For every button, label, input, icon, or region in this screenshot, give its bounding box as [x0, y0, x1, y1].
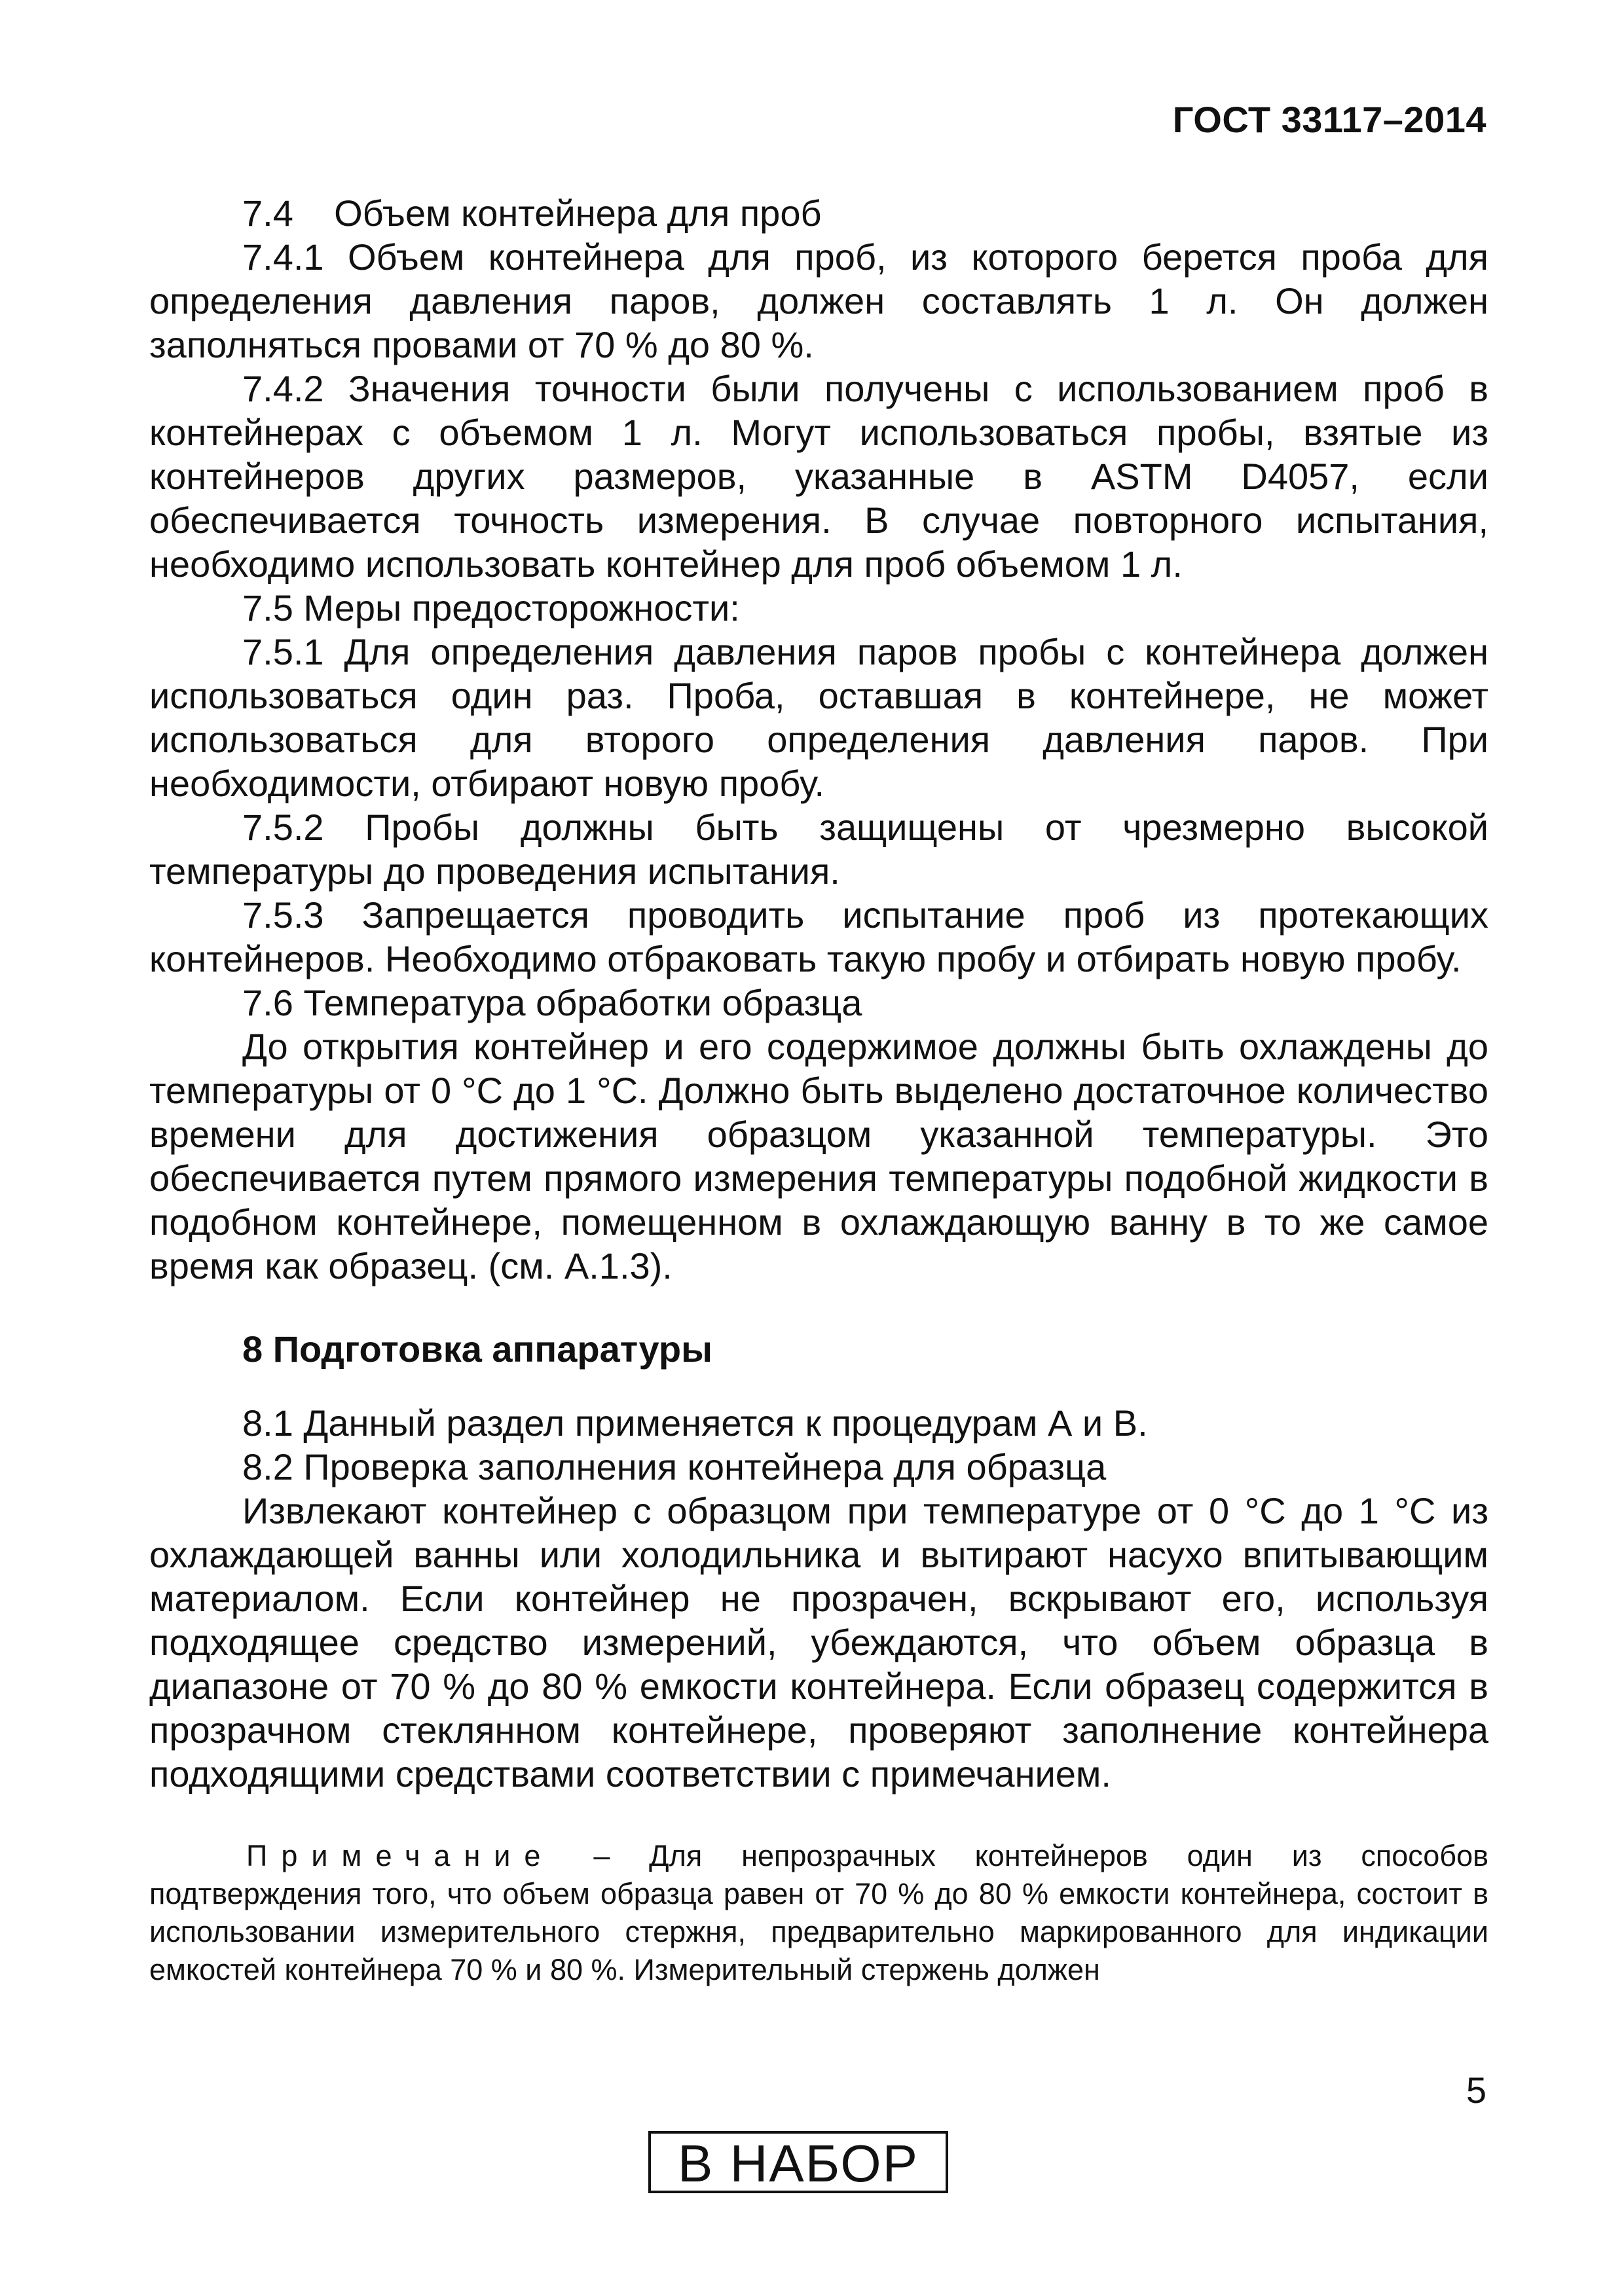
note-text: – Для непрозрачных контейнеров один из способов подтверждения того, что объем образца равен от 70 % до 80 % емкости контейнера, состоит в использовании измерительного стержня, предварительно маркированного для индикации емкостей контейнера 70 % и 80 %. Измерительный стержень должен [149, 1839, 1488, 1986]
paragraph-7-6-text: До открытия контейнер и его содержимое должны быть охлаждены до температуры от 0 °С до 1 °С. Должно быть выделено достаточное количество времени для достижения образцом указанной температуры. Это обеспечивается путем прямого измерения температуры подобной жидкости в подобном контейнере, помещенном в охлаждающую ванну в то же самое время как образец. (см. А.1.3). [149, 1026, 1488, 1286]
note-label: Примечание [246, 1839, 555, 1872]
paragraph-7-5-2: 7.5.2 Пробы должны быть защищены от чрезмерно высокой температуры до проведения испытания. [149, 807, 1488, 892]
document-header: ГОСТ 33117–2014 [1172, 99, 1486, 140]
paragraph-7-4-2: 7.4.2 Значения точности были получены с использованием проб в контейнерах с объемом 1 л. Могут использоваться пробы, взятые из контейнеров других размеров, указанные в ASTM D4057, если обеспечивается точность измерения. В случае повторного испытания, необходимо использовать контейнер для проб объемом 1 л. [149, 368, 1488, 585]
paragraph-7-4-1: 7.4.1 Объем контейнера для проб, из которого берется проба для определения давления паров, должен составлять 1 л. Он должен заполняться провами от 70 % до 80 %. [149, 236, 1488, 365]
section-heading: 8 Подготовка аппаратуры [242, 1328, 712, 1370]
paragraph-7-5-3: 7.5.3 Запрещается проводить испытание проб из протекающих контейнеров. Необходимо отбраковать такую пробу и отбирать новую пробу. [149, 894, 1488, 979]
paragraph-8-2: 8.2 Проверка заполнения контейнера для образца [242, 1446, 1107, 1487]
paragraph-8-2-text: Извлекают контейнер с образцом при температуре от 0 °С до 1 °С из охлаждающей ванны или холодильника и вытирают насухо впитывающим материалом. Если контейнер не прозрачен, вскрывают его, используя подходящее средство измерений, убеждаются, что объем образца в диапазоне от 70 % до 80 % емкости контейнера. Если образец содержится в прозрачном стеклянном контейнере, проверяют заполнение контейнера подходящими средствами соответствии с примечанием. [149, 1490, 1488, 1795]
paragraph-8-1: 8.1 Данный раздел применяется к процедурам А и В. [242, 1402, 1148, 1444]
page-number: 5 [1466, 2069, 1486, 2111]
note [149, 1837, 1488, 1989]
stamp: В НАБОР [648, 2131, 948, 2193]
document-body [149, 191, 1488, 1989]
paragraph-7-5: 7.5 Меры предосторожности: [242, 587, 740, 629]
paragraph-7-4: 7.4 Объем контейнера для проб [242, 192, 822, 234]
paragraph-7-5-1: 7.5.1 Для определения давления паров пробы с контейнера должен использоваться один раз. Проба, оставшая в контейнере, не может использоваться для второго определения давления паров. При необходимости, отбирают новую пробу. [149, 631, 1488, 804]
paragraph-7-6: 7.6 Температура обработки образца [242, 982, 862, 1023]
